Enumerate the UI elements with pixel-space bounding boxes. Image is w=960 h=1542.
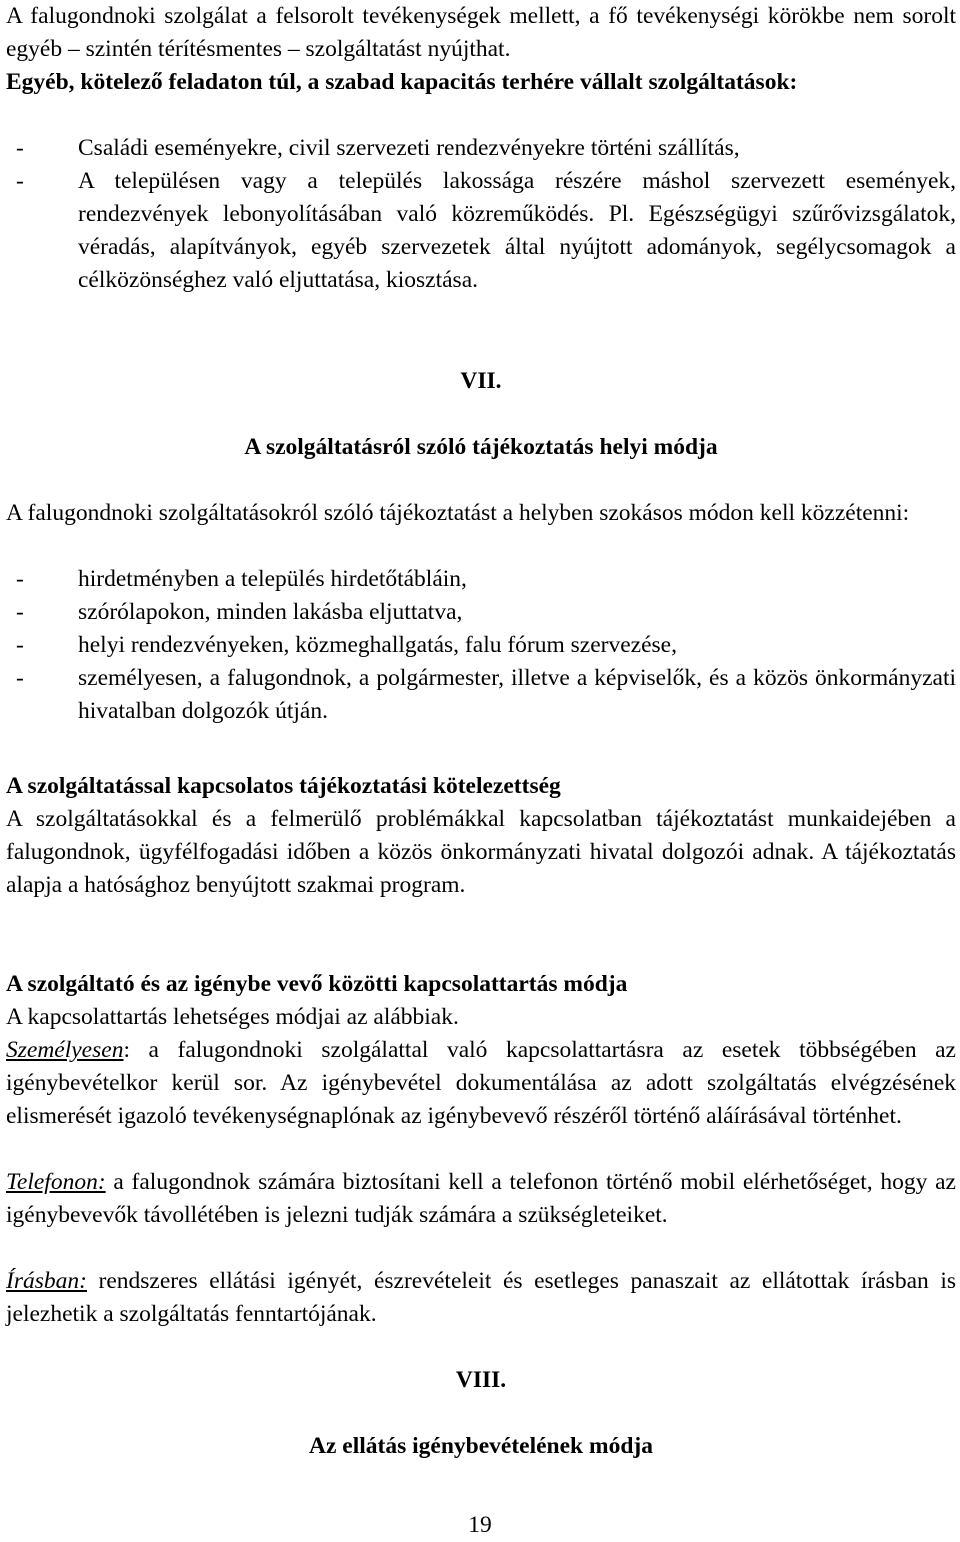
information-duty-heading: A szolgáltatással kapcsolatos tájékoztatási kötelezettség [6,773,561,799]
contact-phone-paragraph: Telefonon: a falugondnok számára biztosítani kell a telefonon történő mobil elérhetőséget, hogy az igénybevevők távollétében is jelezni tudják számára a szükségleteiket. [6,1169,956,1228]
intro-paragraph: A falugondnoki szolgálat a felsorolt tevékenységek mellett, a fő tevékenységi körökbe nem sorolt egyéb – szintén térítésmentes – szolgáltatást nyújthat. [6,3,956,62]
contact-personal-label: Személyesen [6,1037,124,1063]
contact-written-paragraph: Írásban: rendszeres ellátási igényét, észrevételeit és esetleges panaszait az ellátottak írásban is jelezhetik a szolgáltatás fenntartójának. [6,1268,956,1327]
optional-services-list [6,132,956,297]
section-title-viii: Az ellátás igénybevételének módja [309,1433,653,1459]
list-item: - személyesen, a falugondnok, a polgármester, illetve a képviselők, és a közös önkormányzati hivatalban dolgozók útján. [16,665,956,724]
contact-heading: A szolgáltató és az igénybe vevő közötti kapcsolattartás módja [6,971,628,997]
section-number-viii: VIII. [455,1367,507,1393]
contact-written-label: Írásban: [6,1268,87,1294]
list-item: - hirdetményben a település hirdetőtábláin, [16,566,467,592]
information-duty-paragraph: A szolgáltatásokkal és a felmerülő problémákkal kapcsolatban tájékoztatást munkaidejében a falugondnok, ügyfélfogadási időben a közös önkormányzati hivatal dolgozói adnak. A tájékoztatás alapja a hatósághoz benyújtott szakmai program. [6,806,956,898]
section-number-vii: VII. [460,368,502,394]
page-number: 19 [468,1512,492,1538]
list-item: - helyi rendezvényeken, közmeghallgatás, falu fórum szervezése, [16,632,677,658]
contact-personal-paragraph: Személyesen: a falugondnoki szolgálattal való kapcsolattartásra az esetek többségében az igénybevételkor kerül sor. Az igénybevétel dokumentálása az adott szolgáltatás elvégzésének elismerését igazoló tevékenységnaplónak az igénybevevő részéről történő aláírásával történhet. [6,1037,956,1129]
list-item: - Családi eseményekre, civil szervezeti rendezvényekre történi szállítás, [16,135,740,161]
information-channels-list [6,563,956,728]
list-item: - A településen vagy a település lakossága részére máshol szervezett események, rendezvények lebonyolításában való közreműködés. Pl. Egészségügyi szűrővizsgálatok, véradás, alapítványok, egyéb szervezetek által nyújtott adományok, segélycsomagok a célközönséghez való eljuttatása, kiosztása. [16,168,956,293]
list-item: - szórólapokon, minden lakásba eljuttatva, [16,599,463,625]
information-lead: A falugondnoki szolgáltatásokról szóló tájékoztatást a helyben szokásos módon kell közzétenni: [6,500,910,526]
optional-services-heading: Egyéb, kötelező feladaton túl, a szabad kapacitás terhére vállalt szolgáltatások: [6,69,798,95]
contact-lead: A kapcsolattartás lehetséges módjai az alábbiak. [6,1004,459,1030]
section-title-vii: A szolgáltatásról szóló tájékoztatás helyi módja [244,434,718,460]
contact-phone-label: Telefonon: [6,1169,106,1195]
